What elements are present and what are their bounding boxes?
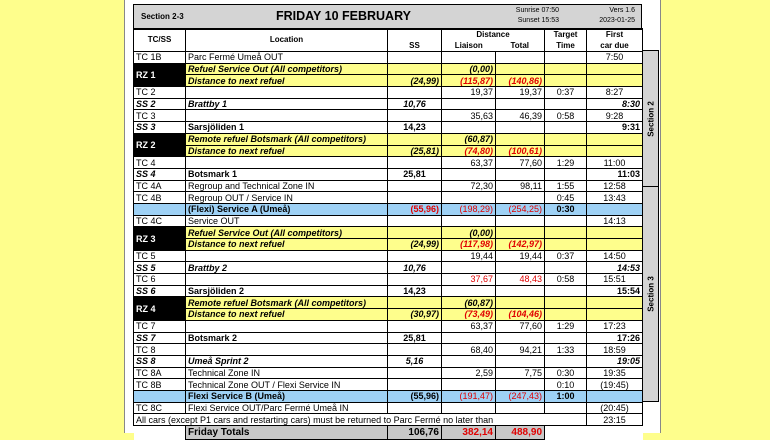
control-total [496,402,545,414]
control-ss [388,180,442,192]
control-location [186,274,388,286]
version: Vers 1.6 [609,7,635,14]
stage-target-blank [545,168,587,180]
refuel-ss-blank [388,297,442,309]
control-row [134,402,643,414]
control-liaison: 68,40 [442,344,496,356]
stage-total-blank [496,332,545,344]
refuel-due-blank-2 [587,239,643,251]
stage-target-blank [545,332,587,344]
refuel-liaison-1: (0,00) [442,63,496,75]
control-ss [388,402,442,414]
control-ss [388,157,442,169]
control-liaison: 72,30 [442,180,496,192]
control-liaison [442,402,496,414]
col-car-due: car due [587,40,643,52]
section-label: Section 2-3 [141,12,184,21]
service-ss: (55,96) [388,203,442,215]
refuel-target-blank [545,63,587,75]
stage-row [134,168,643,180]
refuel-location: Refuel Service Out (All competitors) [186,227,388,239]
control-row [134,250,643,262]
stage-target-blank [545,285,587,297]
control-tc: TC 3 [134,110,186,122]
control-liaison [442,192,496,204]
control-liaison: 19,37 [442,87,496,99]
refuel-target-blank-2 [545,145,587,157]
stage-due: 14:53 [587,262,643,274]
stage-location: Umeå Sprint 2 [186,355,388,367]
stage-total-blank [496,262,545,274]
control-due: 7:50 [587,52,643,64]
control-tc: TC 4B [134,192,186,204]
col-distance: Distance [442,29,545,41]
stage-due: 15:54 [587,285,643,297]
stage-total-blank [496,168,545,180]
stage-distance: 25,81 [388,168,442,180]
control-target: 1:55 [545,180,587,192]
stage-row [134,262,643,274]
control-location: Technical Zone IN [186,367,388,379]
control-tc: TC 1B [134,52,186,64]
service-row [134,390,643,402]
control-location [186,344,388,356]
control-total [496,52,545,64]
service-total: (254,25) [496,203,545,215]
control-total: 46,39 [496,110,545,122]
stage-row [134,285,643,297]
stage-due: 19:05 [587,355,643,367]
service-tc [134,390,186,402]
refuel-row-distance [134,239,643,251]
refuel-due-blank [587,133,643,145]
control-location [186,250,388,262]
control-liaison [442,379,496,391]
control-row [134,192,643,204]
service-total: (247,43) [496,390,545,402]
sun-times [516,6,559,26]
control-total [496,215,545,227]
service-location: Flexi Service B (Umeå) [186,390,388,402]
control-row [134,274,643,286]
totals-ss: 106,76 [388,426,442,440]
refuel-row [134,133,643,145]
stage-number: SS 8 [134,355,186,367]
stage-target-blank [545,98,587,110]
refuel-due-blank-2 [587,145,643,157]
control-ss [388,87,442,99]
footnote-text: All cars (except P1 cars and restarting cars) must be returned to Parc Fermé no later than [134,414,587,426]
service-tc [134,203,186,215]
control-location: Parc Fermé Umeå OUT [186,52,388,64]
day-title: FRIDAY 10 FEBRUARY [276,9,411,23]
stage-number: SS 7 [134,332,186,344]
control-tc: TC 4 [134,157,186,169]
refuel-liaison-1: (0,00) [442,227,496,239]
refuel-ss: (24,99) [388,75,442,87]
refuel-total: (142,97) [496,239,545,251]
refuel-liaison-2: (74,80) [442,145,496,157]
control-row [134,87,643,99]
refuel-ss-blank [388,227,442,239]
refuel-target-blank-2 [545,309,587,321]
control-tc: TC 2 [134,87,186,99]
refuel-target-blank [545,297,587,309]
stage-total-blank [496,355,545,367]
control-target: 0:10 [545,379,587,391]
refuel-target-blank [545,227,587,239]
col-total: Total [496,40,545,52]
control-total: 7,75 [496,367,545,379]
control-due: 18:59 [587,344,643,356]
refuel-total: (100,61) [496,145,545,157]
stage-liaison-blank [442,262,496,274]
service-liaison: (198,29) [442,203,496,215]
col-target: Target [545,29,587,41]
control-location [186,110,388,122]
footnote-row [134,414,643,426]
control-target [545,215,587,227]
refuel-location: Remote refuel Botsmark (All competitors) [186,297,388,309]
refuel-liaison-1: (60,87) [442,297,496,309]
refuel-total-blank [496,133,545,145]
stage-location: Botsmark 1 [186,168,388,180]
control-due: 13:43 [587,192,643,204]
service-location: (Flexi) Service A (Umeå) [186,203,388,215]
control-target: 1:29 [545,157,587,169]
control-ss [388,320,442,332]
stage-location: Sarsjöliden 2 [186,285,388,297]
version-date: 2023-01-25 [599,17,635,24]
control-row [134,52,643,64]
control-row [134,215,643,227]
refuel-due-blank [587,227,643,239]
control-total [496,192,545,204]
version-info [599,6,635,26]
control-tc: TC 7 [134,320,186,332]
control-ss [388,192,442,204]
side-label-section-3: Section 3 [642,186,659,402]
stage-number: SS 5 [134,262,186,274]
control-liaison: 63,37 [442,157,496,169]
control-liaison: 2,59 [442,367,496,379]
stage-due: 17:26 [587,332,643,344]
control-location: Regroup and Technical Zone IN [186,180,388,192]
control-tc: TC 4A [134,180,186,192]
refuel-target-blank [545,133,587,145]
col-ss-top [388,29,442,41]
stage-liaison-blank [442,332,496,344]
totals-label: Friday Totals [186,426,388,440]
stage-liaison-blank [442,168,496,180]
control-liaison: 35,63 [442,110,496,122]
control-location: Technical Zone OUT / Flexi Service IN [186,379,388,391]
control-tc: TC 5 [134,250,186,262]
refuel-distance-label: Distance to next refuel [186,145,388,157]
stage-number: SS 3 [134,122,186,134]
refuel-ss: (25,81) [388,145,442,157]
control-total: 98,11 [496,180,545,192]
control-target: 1:33 [545,344,587,356]
stage-due: 11:03 [587,168,643,180]
service-target: 1:00 [545,390,587,402]
refuel-zone-label: RZ 3 [134,227,186,250]
control-liaison: 63,37 [442,320,496,332]
refuel-distance-label: Distance to next refuel [186,75,388,87]
control-row [134,110,643,122]
side-label-section-2: Section 2 [642,50,659,188]
control-target: 0:58 [545,274,587,286]
control-location: Regroup OUT / Service IN [186,192,388,204]
control-target: 0:37 [545,250,587,262]
stage-liaison-blank [442,355,496,367]
control-liaison [442,215,496,227]
service-due [587,390,643,402]
control-due: 11:00 [587,157,643,169]
control-total: 19,44 [496,250,545,262]
refuel-zone-label: RZ 4 [134,297,186,320]
refuel-liaison-2: (73,49) [442,309,496,321]
control-target: 0:58 [545,110,587,122]
stage-location: Brattby 1 [186,98,388,110]
totals-liaison: 382,14 [442,426,496,440]
stage-target-blank [545,355,587,367]
refuel-target-blank-2 [545,239,587,251]
stage-location: Botsmark 2 [186,332,388,344]
refuel-location: Refuel Service Out (All competitors) [186,63,388,75]
control-target: 1:29 [545,320,587,332]
control-total: 19,37 [496,87,545,99]
refuel-zone-label: RZ 2 [134,133,186,156]
refuel-liaison-2: (117,98) [442,239,496,251]
control-tc: TC 8 [134,344,186,356]
itinerary-table [133,28,643,440]
control-ss [388,344,442,356]
control-ss [388,110,442,122]
stage-liaison-blank [442,285,496,297]
control-row [134,180,643,192]
control-row [134,157,643,169]
refuel-distance-label: Distance to next refuel [186,239,388,251]
stage-location: Brattby 2 [186,262,388,274]
service-target: 0:30 [545,203,587,215]
control-total: 94,21 [496,344,545,356]
footnote-due: 23:15 [587,414,643,426]
refuel-total: (104,46) [496,309,545,321]
refuel-row-distance [134,145,643,157]
refuel-due-blank [587,63,643,75]
refuel-total-blank [496,227,545,239]
service-row [134,203,643,215]
control-ss [388,274,442,286]
totals-total: 488,90 [496,426,545,440]
refuel-total-blank [496,63,545,75]
stage-distance: 25,81 [388,332,442,344]
stage-distance: 14,23 [388,122,442,134]
control-tc: TC 8C [134,402,186,414]
refuel-total: (140,86) [496,75,545,87]
control-location: Flexi Service OUT/Parc Fermé Umeå IN [186,402,388,414]
control-ss [388,215,442,227]
stage-row [134,122,643,134]
refuel-distance-label: Distance to next refuel [186,309,388,321]
control-due: 8:27 [587,87,643,99]
stage-distance: 10,76 [388,98,442,110]
refuel-total-blank [496,297,545,309]
stage-row [134,332,643,344]
service-due [587,203,643,215]
control-row [134,320,643,332]
control-location [186,87,388,99]
control-total: 77,60 [496,320,545,332]
control-tc: TC 4C [134,215,186,227]
control-ss [388,367,442,379]
refuel-ss-blank [388,133,442,145]
control-location [186,320,388,332]
stage-distance: 10,76 [388,262,442,274]
control-tc: TC 8A [134,367,186,379]
column-header-row [134,29,643,41]
refuel-due-blank-2 [587,75,643,87]
col-ss: SS [388,40,442,52]
stage-distance: 14,23 [388,285,442,297]
refuel-target-blank-2 [545,75,587,87]
control-due: 17:23 [587,320,643,332]
refuel-row [134,297,643,309]
control-location [186,157,388,169]
col-tc: TC/SS [134,29,186,52]
sunset: Sunset 15:53 [517,17,559,24]
control-due: 14:13 [587,215,643,227]
refuel-row-distance [134,75,643,87]
control-tc: TC 6 [134,274,186,286]
control-liaison: 19,44 [442,250,496,262]
control-total: 48,43 [496,274,545,286]
col-time: Time [545,40,587,52]
control-due: 9:28 [587,110,643,122]
refuel-ss: (30,97) [388,309,442,321]
refuel-liaison-2: (115,87) [442,75,496,87]
col-liaison: Liaison [442,40,496,52]
stage-row [134,98,643,110]
refuel-liaison-1: (60,87) [442,133,496,145]
col-first: First [587,29,643,41]
stage-target-blank [545,262,587,274]
control-target: 0:45 [545,192,587,204]
stage-target-blank [545,122,587,134]
stage-total-blank [496,285,545,297]
control-liaison [442,52,496,64]
control-ss [388,250,442,262]
refuel-ss: (24,99) [388,239,442,251]
col-location: Location [186,29,388,52]
control-due: (20:45) [587,402,643,414]
control-due: 14:50 [587,250,643,262]
control-row [134,379,643,391]
refuel-due-blank [587,297,643,309]
control-liaison: 37,67 [442,274,496,286]
itinerary-header [133,4,642,30]
control-due: 19:35 [587,367,643,379]
control-due: 15:51 [587,274,643,286]
control-due: 12:58 [587,180,643,192]
stage-total-blank [496,122,545,134]
control-row [134,344,643,356]
control-target: 0:37 [545,87,587,99]
control-tc: TC 8B [134,379,186,391]
stage-liaison-blank [442,98,496,110]
stage-distance: 5,16 [388,355,442,367]
refuel-row [134,63,643,75]
control-location: Service OUT [186,215,388,227]
stage-number: SS 4 [134,168,186,180]
refuel-row-distance [134,309,643,321]
refuel-ss-blank [388,63,442,75]
control-ss [388,379,442,391]
control-total: 77,60 [496,157,545,169]
control-due: (19:45) [587,379,643,391]
refuel-zone-label: RZ 1 [134,63,186,86]
service-liaison: (191,47) [442,390,496,402]
stage-row [134,355,643,367]
stage-total-blank [496,98,545,110]
stage-due: 8:30 [587,98,643,110]
stage-liaison-blank [442,122,496,134]
control-total [496,379,545,391]
control-ss [388,52,442,64]
refuel-due-blank-2 [587,309,643,321]
control-target [545,52,587,64]
sunrise: Sunrise 07:50 [515,7,559,14]
control-row [134,367,643,379]
refuel-row [134,227,643,239]
control-target: 0:30 [545,367,587,379]
stage-number: SS 2 [134,98,186,110]
refuel-location: Remote refuel Botsmark (All competitors) [186,133,388,145]
stage-location: Sarsjöliden 1 [186,122,388,134]
stage-number: SS 6 [134,285,186,297]
service-ss: (55,96) [388,390,442,402]
stage-due: 9:31 [587,122,643,134]
control-target [545,402,587,414]
